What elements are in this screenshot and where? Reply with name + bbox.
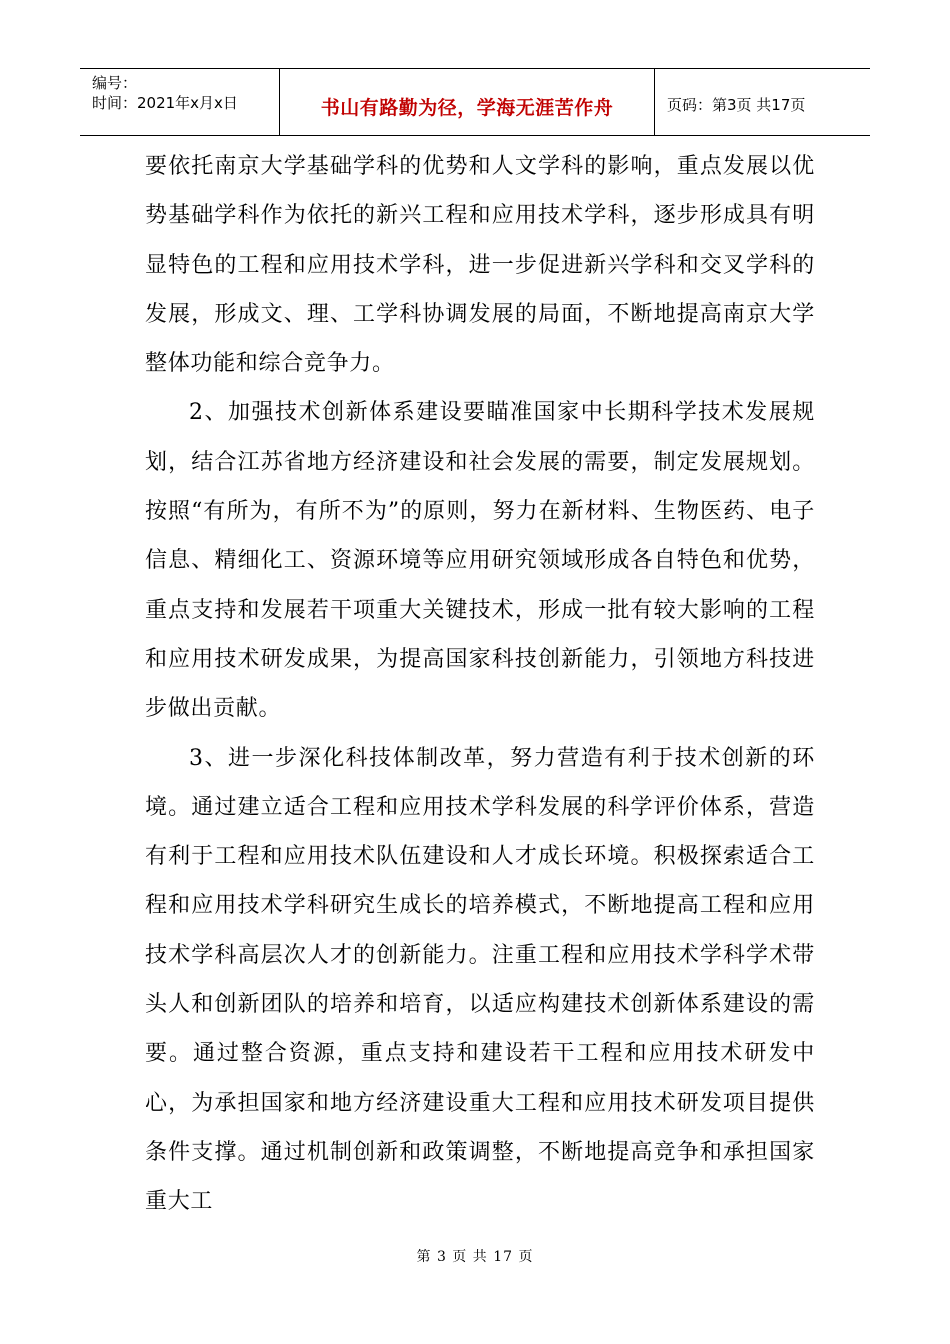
- page-footer: 第 3 页 共 17 页: [416, 1249, 534, 1265]
- header-motto: 书山有路勤为径，学海无涯苦作舟: [320, 96, 614, 119]
- document-header: [80, 68, 870, 136]
- header-page-info: 页码：第3页 共17页: [667, 95, 806, 114]
- document-date-label: 时间：2021年x月x日: [92, 94, 238, 112]
- header-motto-cell: [280, 69, 655, 135]
- body-paragraph: 要依托南京大学基础学科的优势和人文学科的影响，重点发展以优势基础学科作为依托的新兴工程和应用技术学科，逐步形成具有明显特色的工程和应用技术学科，进一步促进新兴学科和交叉学科的发展，形成文、理、工学科协调发展的局面，不断地提高南京大学整体功能和综合竞争力。: [145, 154, 815, 377]
- header-meta-cell: [80, 69, 280, 135]
- body-paragraph: 3、进一步深化科技体制改革，努力营造有利于技术创新的环境。通过建立适合工程和应用技术学科发展的科学评价体系，营造有利于工程和应用技术队伍建设和人才成长环境。积极探索适合工程和应用技术学科研究生成长的培养模式，不断地提高工程和应用技术学科高层次人才的创新能力。注重工程和应用技术学科学术带头人和创新团队的培养和培育，以适应构建技术创新体系建设的需要。通过整合资源，重点支持和建设若干工程和应用技术研发中心，为承担国家和地方经济建设重大工程和应用技术研发项目提供条件支撑。通过机制创新和政策调整，不断地提高竞争和承担国家重大工: [145, 745, 815, 1215]
- header-page-cell: [655, 69, 870, 135]
- document-body: [145, 142, 815, 1227]
- body-paragraph: 2、加强技术创新体系建设要瞄准国家中长期科学技术发展规划，结合江苏省地方经济建设和社会发展的需要，制定发展规划。按照“有所为，有所不为”的原则，努力在新材料、生物医药、电子信息、精细化工、资源环境等应用研究领域形成各自特色和优势，重点支持和发展若干项重大关键技术，形成一批有较大影响的工程和应用技术研发成果，为提高国家科技创新能力，引领地方科技进步做出贡献。: [145, 400, 815, 722]
- document-number-label: 编号：: [92, 74, 138, 92]
